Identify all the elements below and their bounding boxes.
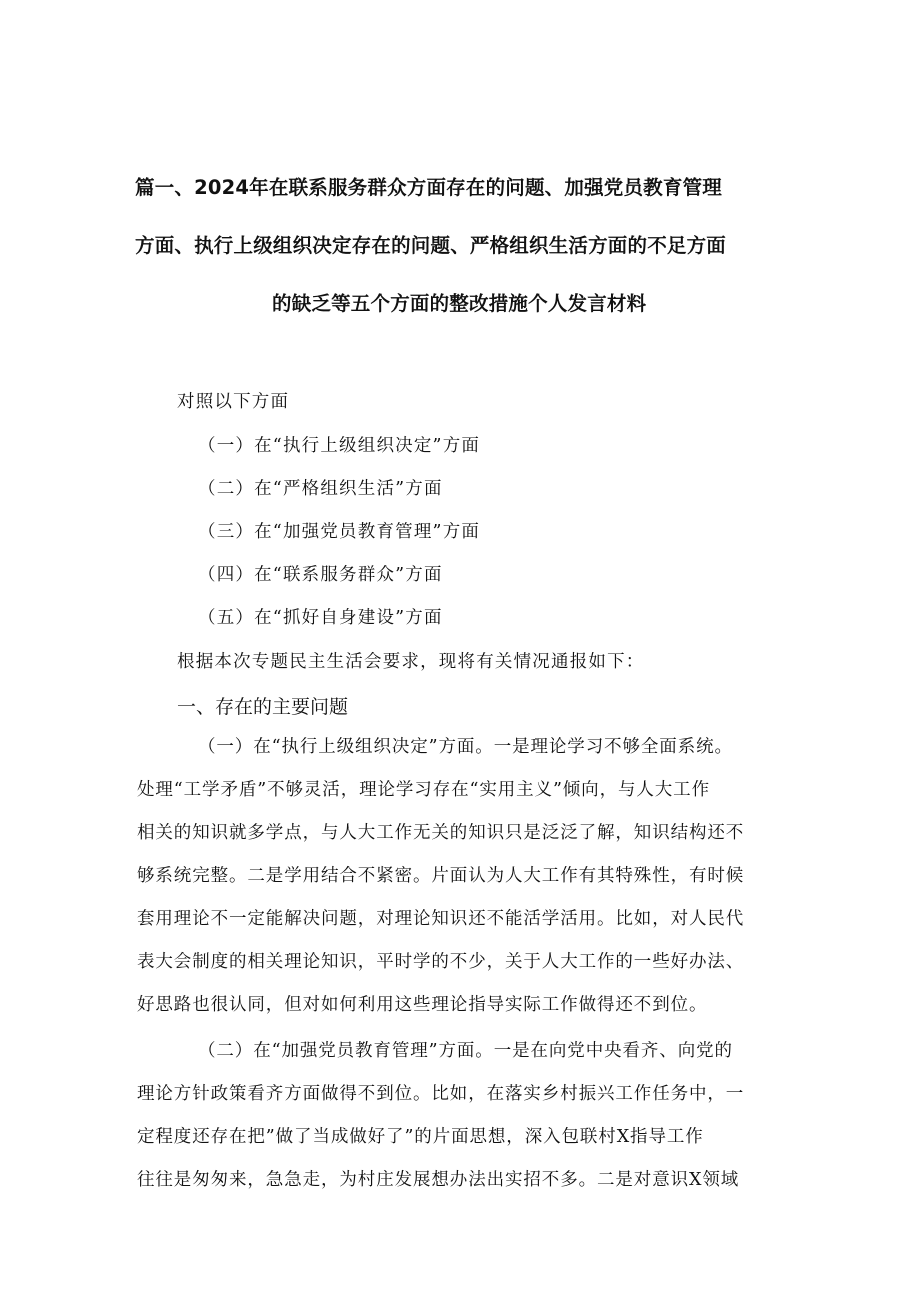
paragraph-line: 好思路也很认同，但对如何利用这些理论指导实际工作做得还不到位。 <box>137 995 708 1015</box>
list-item: （四）在“联系服务群众”方面 <box>198 565 443 585</box>
list-item: （三）在“加强党员教育管理”方面 <box>198 522 481 542</box>
paragraph-line: 往往是匆匆来，急急走，为村庄发展想办法出实招不多。二是对意识X领域 <box>137 1170 740 1190</box>
list-item: （五）在“抓好自身建设”方面 <box>198 608 443 628</box>
paragraph-2 <box>137 1030 787 1202</box>
paragraph-line: 理论方针政策看齐方面做得不到位。比如，在落实乡村振兴工作任务中，一 <box>137 1084 745 1104</box>
document-title-line-1: 篇一、2024年在联系服务群众方面存在的问题、加强党员教育管理 <box>135 176 722 199</box>
paragraph-line: （二）在“加强党员教育管理”方面。一是在向党中央看齐、向党的 <box>198 1041 733 1061</box>
paragraph-line: 套用理论不一定能解决问题，对理论知识还不能活学活用。比如，对人民代 <box>137 909 745 929</box>
list-item: （二）在“严格组织生活”方面 <box>198 479 443 499</box>
paragraph-line: 够系统完整。二是学用结合不紧密。片面认为人大工作有其特殊性，有时候 <box>137 866 745 886</box>
lead-sentence: 根据本次专题民主生活会要求，现将有关情况通报如下： <box>177 652 645 672</box>
document-title-line-2: 方面、执行上级组织决定存在的问题、严格组织生活方面的不足方面 <box>135 234 727 257</box>
paragraph-line: （一）在“执行上级组织决定”方面。一是理论学习不够全面系统。 <box>198 737 733 757</box>
list-item: （一）在“执行上级组织决定”方面 <box>198 436 481 456</box>
paragraph-line: 处理“工学矛盾”不够灵活，理论学习存在“实用主义”倾向，与人大工作 <box>137 780 710 800</box>
paragraph-1 <box>137 726 787 1027</box>
paragraph-line: 定程度还存在把”做了当成做好了”的片面思想，深入包联村X指导工作 <box>137 1127 704 1147</box>
paragraph-line: 相关的知识就多学点，与人大工作无关的知识只是泛泛了解，知识结构还不 <box>137 823 745 843</box>
document-title-line-3: 的缺乏等五个方面的整改措施个人发言材料 <box>272 292 647 315</box>
paragraph-line: 表大会制度的相关理论知识，平时学的不少，关于人大工作的一些好办法、 <box>137 952 745 972</box>
intro-text: 对照以下方面 <box>177 392 290 412</box>
section-heading: 一、存在的主要问题 <box>177 696 349 718</box>
